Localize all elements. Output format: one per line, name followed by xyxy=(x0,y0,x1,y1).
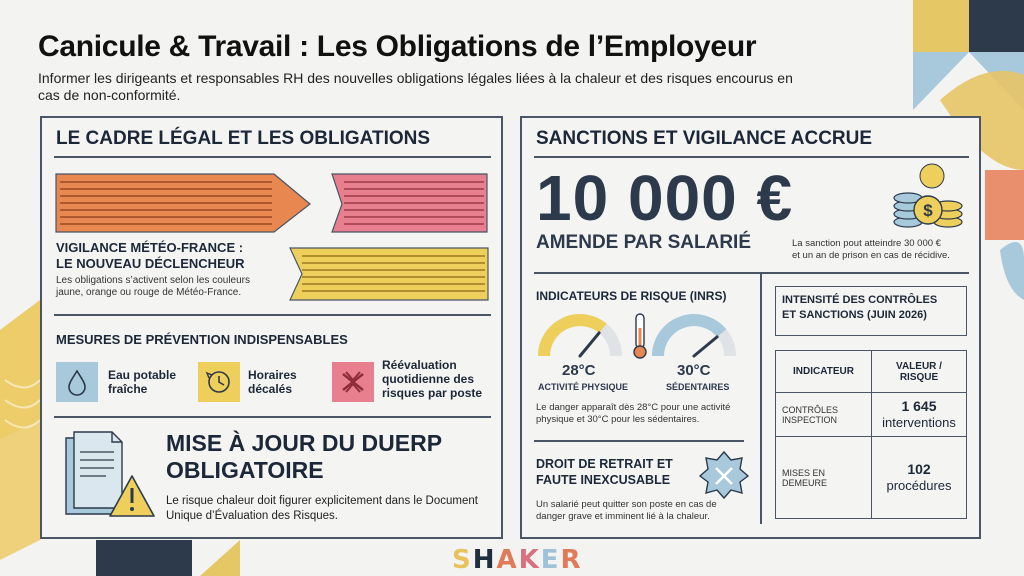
logo-letter: R xyxy=(560,545,583,575)
risk-gauges xyxy=(536,308,746,368)
prevention-title: MESURES DE PRÉVENTION INDISPENSABLES xyxy=(56,332,348,347)
table-row xyxy=(776,393,967,437)
logo-letter: S xyxy=(452,545,473,575)
section-divider xyxy=(54,314,491,316)
column-header-value: VALEUR / RISQUE xyxy=(872,351,967,393)
shaker-logo xyxy=(452,545,583,575)
logo-letter: A xyxy=(496,545,519,575)
section-divider-3 xyxy=(534,440,744,442)
controls-table xyxy=(775,350,967,519)
row-label: CONTRÔLES INSPECTION xyxy=(776,393,872,437)
vertical-divider xyxy=(760,272,762,524)
water-drop-icon xyxy=(56,362,98,402)
sanctions-panel xyxy=(520,116,981,539)
vigilance-title: VIGILANCE MÉTÉO-FRANCE : LE NOUVEAU DÉCLENCHEUR xyxy=(56,240,245,271)
page-subtitle: Informer les dirigeants et responsables RH des nouvelles obligations légales liées à la chaleur et des risques encourus en cas de non-conformité. xyxy=(38,70,793,103)
retrait-description: Un salarié peut quitter son poste en cas de danger grave et imminent lié à la chaleur. xyxy=(536,499,717,522)
orange-document-icon xyxy=(56,174,310,232)
prevention-item-reassessment: Réévaluation quotidienne des risques par poste xyxy=(382,358,483,400)
retrait-title: DROIT DE RETRAIT ET FAUTE INEXCUSABLE xyxy=(536,457,673,487)
svg-text:$: $ xyxy=(923,201,933,220)
reassessment-tile xyxy=(332,362,374,402)
sanctions-title: SANCTIONS ET VIGILANCE ACCRUE xyxy=(536,128,873,149)
refresh-arrows-icon xyxy=(332,362,374,402)
gauge-sedentary-icon xyxy=(658,320,730,356)
duerp-description: Le risque chaleur doit figurer explicitement dans le Document Unique d’Évaluation des Risques. xyxy=(166,495,478,522)
table-header-row xyxy=(776,351,967,393)
pink-document-icon xyxy=(332,174,487,232)
controls-title: INTENSITÉ DES CONTRÔLES ET SANCTIONS (JUIN 2026) xyxy=(775,286,967,336)
gauge-physical-temp: 28°C xyxy=(562,362,596,379)
indicators-description: Le danger apparaît dès 28°C pour une activité physique et 30°C pour les sédentaires. xyxy=(536,402,731,425)
section-divider-2 xyxy=(54,416,491,418)
gauge-sedentary-label: SÉDENTAIRES xyxy=(666,382,730,392)
fine-amount: 10 000 € xyxy=(536,162,794,234)
table-row xyxy=(776,437,967,519)
thermometer-icon xyxy=(634,314,646,358)
yellow-document-icon xyxy=(290,248,488,300)
legal-framework-title: LE CADRE LÉGAL ET LES OBLIGATIONS xyxy=(56,128,431,149)
legal-framework-panel xyxy=(40,116,503,539)
logo-letter: H xyxy=(472,545,497,575)
fine-note: La sanction pout atteindre 30 000 € et un an de prison en cas de récidive. xyxy=(792,238,950,261)
row-value: 102 procédures xyxy=(872,437,967,519)
document-warning-icon xyxy=(60,428,160,528)
coins-icon xyxy=(890,162,970,234)
row-label: MISES EN DEMEURE xyxy=(776,437,872,519)
prevention-item-schedule: Horaires décalés xyxy=(248,368,297,396)
gear-shield-icon xyxy=(698,448,750,500)
row-value: 1 645 interventions xyxy=(872,393,967,437)
gauge-physical-label: ACTIVITÉ PHYSIQUE xyxy=(538,382,629,392)
section-divider xyxy=(534,272,969,274)
schedule-tile xyxy=(198,362,240,402)
duerp-title: MISE À JOUR DU DUERP OBLIGATOIRE xyxy=(166,430,443,483)
column-header-indicator: INDICATEUR xyxy=(776,351,872,393)
page-title: Canicule & Travail : Les Obligations de l’Employeur xyxy=(38,30,757,63)
title-divider xyxy=(54,156,491,158)
indicators-title: INDICATEURS DE RISQUE (INRS) xyxy=(536,289,727,303)
logo-letter: E xyxy=(540,545,561,575)
gauge-sedentary-temp: 30°C xyxy=(677,362,711,379)
title-divider xyxy=(534,156,969,158)
logo-letter: K xyxy=(518,545,541,575)
clock-icon xyxy=(198,362,240,402)
gauge-physical-icon xyxy=(544,320,616,356)
fine-label: AMENDE PAR SALARIÉ xyxy=(536,232,751,253)
vigilance-description: Les obligations s’activent selon les couleurs jaune, orange ou rouge de Météo-France. xyxy=(56,275,250,298)
prevention-item-water: Eau potable fraîche xyxy=(108,368,177,396)
water-tile xyxy=(56,362,98,402)
